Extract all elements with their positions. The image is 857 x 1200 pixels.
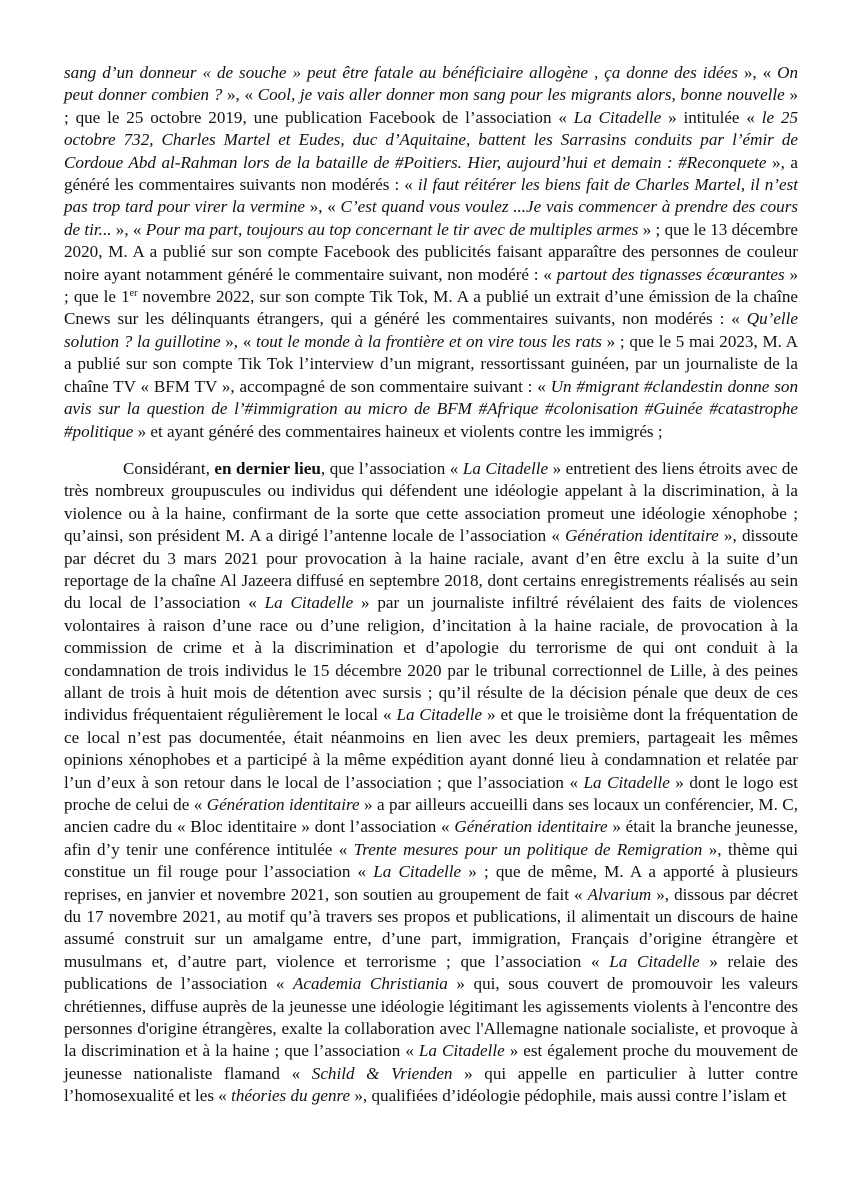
text-run: » ; que le 13 décembre 2020, M. A a publié sur son compte Facebook des publicités faisant apparaître des personnes de couleur noire ayant notamment généré le commentaire suivant, non modéré : « [64,219,799,284]
text-run: », dissous par décret du 17 novembre 2021, au motif qu’à travers ses propos et publications, il alimentait un discours de haine assumé construit sur un amalgame entre, d’une part, immigration, Français d’origine étrangère et musulmans et, d’autre part, violence et terrorisme ; que l’association « [64,884,798,971]
italic-text-run: il faut réitérer les biens fait de Charles Martel, il n’est pas trop tard pour virer la vermine [64,175,798,217]
text-run: » ; que le 1 [64,264,799,307]
italic-text-run: On peut donner combien ? [64,63,798,105]
italic-text-run: sang d’un donneur « de souche » peut être fatale au bénéficiaire allogène , ça donne des idées [64,63,738,82]
text-run: » intitulée « [661,107,762,127]
text-run: novembre 2022, sur son compte Tik Tok, M. A a publié un extrait d’une émission de la chaîne Cnews sur les délinquants étrangers, qui a généré les commentaires suivants, non modérés : « [64,287,798,329]
italic-text-run: La Citadelle [396,705,483,725]
text-run: » dont le logo est proche de celui de « [64,772,798,814]
italic-text-run: La Citadelle [583,772,670,792]
text-run: », thème qui constitue un fil rouge pour l’association « [64,839,798,882]
italic-text-run: Qu’elle solution ? la guillotine [64,309,798,351]
text-run: », « [111,219,146,239]
italic-text-run: La Citadelle [373,862,462,882]
paragraph-1 [64,62,798,443]
text-run: » par un journaliste infiltré révélaient des faits de violences volontaires à raison d’une race ou d’une religion, d’incitation à la haine raciale, de provocation à la commission de crime et à la discrimination et d’apologie du terrorisme de qui ont conduit à la condamnation de trois individus le 15 décembre 2020 par le tribunal correctionnel de Lille, à des peines allant de trois à huit mois de détention avec sursis ; qu’il résulte de la décision pénale que deux de ces individus fréquentaient régulièrement le local « [64,593,798,725]
italic-text-run: Academia Christiania [292,974,448,994]
italic-text-run: Génération identitaire [565,526,719,546]
text-run: », « [737,63,778,82]
paragraph-2 [64,458,798,1108]
italic-text-run: C’est quand vous voulez ...Je vais commencer à prendre des cours de tir... [64,197,799,239]
italic-text-run: La Citadelle [609,951,700,971]
text-run: Considérant, [123,458,215,478]
italic-text-run: le 25 octobre 732, Charles Martel et Eudes, duc d’Aquitaine, battent les Sarrasins conduits par l’émir de Cordoue Abd al-Rahman lors de la bataille de #Poitiers. Hier, aujourd’hui et demain : #Reconquete [64,107,798,172]
text-run: » qui, sous couvert de promouvoir les valeurs chrétiennes, diffuse auprès de la jeunesse une idéologie légitimant les agissements violents à l'encontre des personnes d'origine étrangères, exalte la collaboration avec l'Allemagne nationale socialiste, et provoque à la discrimination et à la haine ; que l’association « [64,974,799,1061]
italic-text-run: partout des tignasses écœurantes [556,264,785,284]
italic-text-run: tout le monde à la frontière et on vire tous les rats [255,331,602,351]
italic-text-run: La Citadelle [573,107,662,127]
text-run: », a généré les commentaires suivants non modérés : « [64,152,798,195]
text-run: » et ayant généré des commentaires haineux et violents contre les immigrés ; [133,421,663,441]
text-run: » était la branche jeunesse, afin d’y tenir une conférence intitulée « [64,817,798,859]
italic-text-run: Alvarium [587,884,652,904]
text-run: », « [220,331,256,351]
text-run: » ; que de même, M. A a apporté à plusieurs reprises, en janvier et novembre 2021, son soutien au groupement de fait « [64,862,799,904]
italic-text-run: Cool, je vais aller donner mon sang pour les migrants alors, bonne nouvelle [257,85,785,105]
italic-text-run: La Citadelle [264,593,354,613]
superscript-text: er [129,288,138,300]
text-run: » relaie des publications de l’association « [64,951,798,994]
text-run: », « [305,197,341,217]
text-run: , que l’association « [320,458,463,478]
text-run: » ; que le 25 octobre 2019, une publication Facebook de l’association « [64,85,798,127]
italic-text-run: théories du genre [231,1086,351,1106]
italic-text-run: Trente mesures pour un politique de Remigration [353,839,703,859]
text-run: » et que le troisième dont la fréquentation de ce local n’est pas documentée, était néanmoins en lien avec les deux premiers, partageait les mêmes opinions xénophobes et a participé à la même expédition ayant donné lieu à condamnation et relatée par l’un d’eux à son retour dans le local de l’association ; que l’association « [64,705,798,792]
bold-text-run: en dernier lieu [214,458,321,478]
text-run: », « [222,85,258,105]
italic-text-run: Pour ma part, toujours au top concernant le tir avec de multiples armes [145,219,639,239]
text-run: » ; que le 5 mai 2023, M. A a publié sur son compte Tik Tok l’interview d’un migrant, ressortissant guinéen, par un journaliste de la chaîne TV « BFM TV », accompagné de son commentaire suivant : « [64,331,799,396]
text-run: » qui appelle en particulier à lutter contre l’homosexualité et les « [64,1063,798,1106]
italic-text-run: Schild & Vrienden [311,1063,453,1083]
text-run: » entretient des liens étroits avec de très nombreux groupuscules ou individus qui défendent une idéologie appelant à la discrimination, à la violence ou à la haine, confirmant de la sorte que cette association promeut une idéologie xénophobe ; qu’ainsi, son président M. A a dirigé l’antenne locale de l’association « [64,458,798,546]
text-run: » est également proche du mouvement de jeunesse nationaliste flamand « [64,1041,799,1083]
text-run: », dissoute par décret du 3 mars 2021 pour provocation à la haine raciale, avant d’en être exclu à la suite d’un reportage de la chaîne Al Jazeera diffusé en septembre 2018, dont certains enregistrements réalisés au sein du local de l’association « [64,526,798,613]
italic-text-run: La Citadelle [418,1041,505,1061]
italic-text-run: Génération identitaire [454,817,608,837]
text-run: » a par ailleurs accueilli dans ses locaux un conférencier, M. C, ancien cadre du « Bloc identitaire » dont l’association « [64,795,798,837]
italic-text-run: Un #migrant #clandestin donne son avis sur la question de l’#immigration au micro de BFM #Afrique #colonisation #Guinée #catastrophe #politique [64,376,798,441]
text-run: », qualifiées d’idéologie pédophile, mais aussi contre l’islam et [350,1086,787,1106]
document-page [64,62,798,1108]
italic-text-run: Génération identitaire [206,795,360,814]
italic-text-run: La Citadelle [462,458,549,478]
